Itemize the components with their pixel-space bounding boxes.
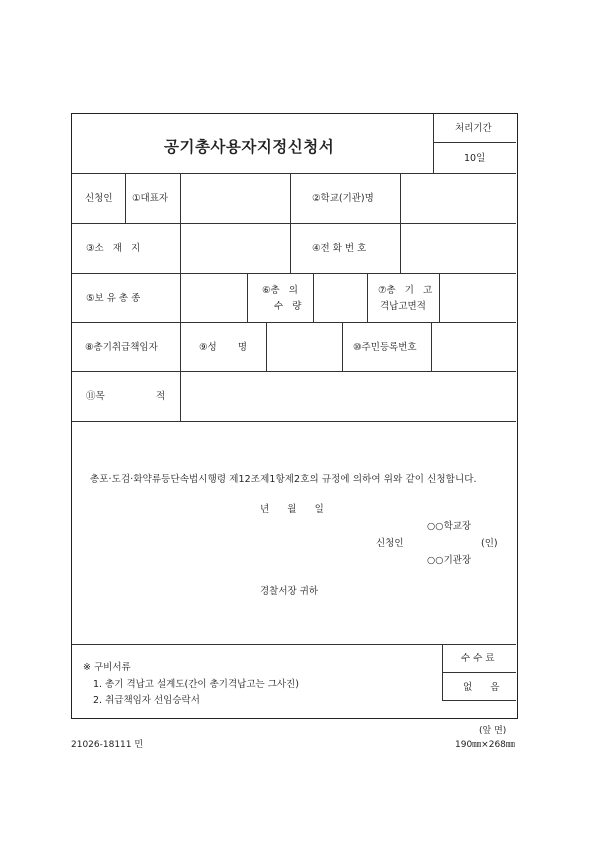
representative-label: ①대표자: [132, 193, 169, 204]
storage-label-line2: 격납고면적: [380, 301, 426, 312]
school-head: ○○학교장: [427, 521, 472, 532]
agency-head: ○○기관장: [427, 555, 472, 566]
processing-period-label: 처리기간: [455, 123, 492, 134]
processing-period-value: 10일: [464, 153, 486, 164]
application-statement: 총포·도검·화약류등단속법시행령 제12조제1항제2호의 규정에 의하여 위와 같이 신청합니다.: [90, 474, 477, 485]
seal-mark: (인): [481, 538, 498, 549]
attachments-header: ※ 구비서류: [83, 662, 131, 673]
rrn-label: ⑩주민등록번호: [353, 342, 417, 353]
paper-size: 190㎜×268㎜: [455, 740, 515, 750]
school-name-field[interactable]: [402, 175, 514, 221]
address-field[interactable]: [182, 225, 288, 271]
storage-area-field[interactable]: [441, 275, 514, 320]
representative-field[interactable]: [182, 175, 288, 221]
manager-name-label: ⑨성 명: [199, 342, 248, 353]
phone-label: ④전 화 번 호: [312, 243, 367, 254]
quantity-label-line2: 수 량: [274, 301, 302, 312]
purpose-field[interactable]: [182, 373, 514, 419]
application-form: [71, 113, 518, 719]
fee-value: 없 음: [463, 682, 500, 693]
form-title: 공기총사용자지정신청서: [164, 138, 335, 156]
phone-field[interactable]: [402, 225, 514, 271]
date-line: 년 월 일: [260, 504, 324, 515]
fee-label: 수 수 료: [461, 653, 495, 664]
rrn-field[interactable]: [433, 324, 514, 369]
applicant-label: 신청인: [85, 193, 113, 204]
quantity-label-line1: ⑥총 의: [262, 285, 298, 296]
recipient: 경찰서장 귀하: [260, 586, 319, 597]
gun-type-field[interactable]: [182, 275, 245, 320]
quantity-field[interactable]: [315, 275, 365, 320]
manager-name-field[interactable]: [268, 324, 340, 369]
attachment-item-2: 2. 취급책임자 선임승락서: [93, 695, 200, 706]
attachment-item-1: 1. 총기 격납고 설계도(간이 총기격납고는 그사진): [93, 679, 299, 690]
page-side: (앞 면): [479, 726, 507, 736]
storage-label-line1: ⑦총 기 고: [378, 285, 433, 296]
school-name-label: ②학교(기관)명: [312, 193, 374, 204]
gun-type-label: ⑤보 유 총 종: [86, 293, 141, 304]
manager-label: ⑧총기취급책임자: [85, 342, 158, 353]
applicant-sign-label: 신청인: [376, 538, 404, 549]
address-label: ③소 재 지: [86, 243, 141, 254]
purpose-label-end: 적: [156, 391, 166, 402]
doc-code: 21026-18111 민: [71, 740, 144, 750]
purpose-label-start: ⑪목: [86, 391, 105, 402]
